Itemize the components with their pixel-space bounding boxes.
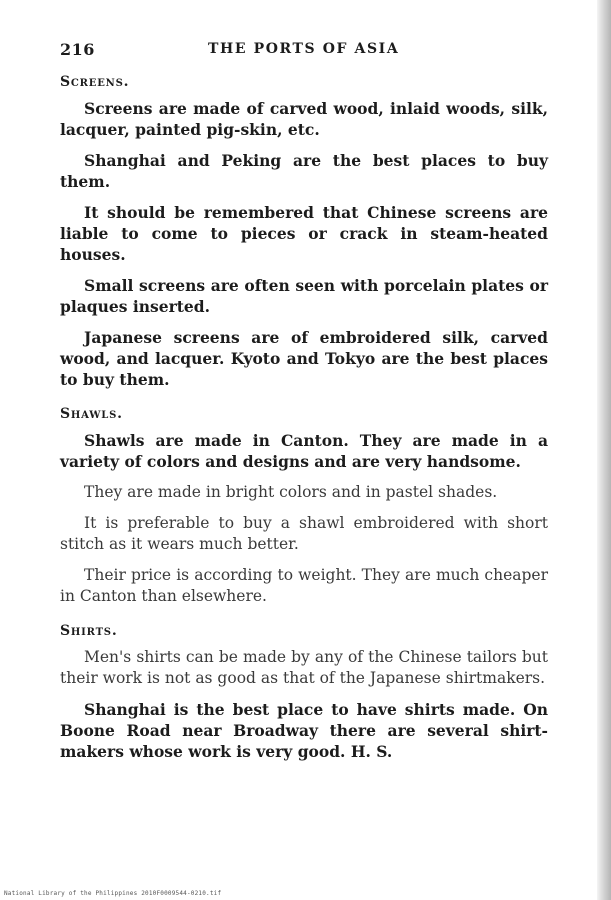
- paragraph: Japanese screens are of embroidered silk, carved wood, and lacquer. Kyoto and Tokyo are the best places to buy them.: [60, 328, 548, 389]
- section-shirts: [60, 623, 548, 762]
- book-page: [60, 40, 548, 772]
- section-heading: Screens.: [60, 74, 130, 90]
- running-head: [60, 40, 548, 64]
- paragraph: It should be remembered that Chinese screens are liable to come to pieces or crack in steam-heated houses.: [60, 203, 548, 264]
- paragraph: Shanghai and Peking are the best places to buy them.: [60, 151, 548, 191]
- paragraph: Shawls are made in Canton. They are made in a variety of colors and designs and are very handsome.: [60, 431, 548, 471]
- section-heading: Shirts.: [60, 623, 118, 639]
- page-edge-shadow: [597, 0, 611, 900]
- section-shawls: [60, 406, 548, 607]
- paragraph: They are made in bright colors and in pastel shades.: [84, 483, 498, 501]
- section-heading: Shawls.: [60, 406, 123, 422]
- paragraph: Screens are made of carved wood, inlaid woods, silk, lacquer, painted pig-skin, etc.: [60, 99, 548, 139]
- paragraph: Shanghai is the best place to have shirts made. On Boone Road near Broadway there are several shirt-makers whose work is very good. H. S.: [60, 700, 548, 761]
- paragraph: Small screens are often seen with porcelain plates or plaques inserted.: [60, 276, 548, 316]
- paragraph: It is preferable to buy a shawl embroidered with short stitch as it wears much better.: [60, 514, 548, 553]
- running-title: THE PORTS OF ASIA: [208, 41, 400, 57]
- section-screens: [60, 74, 548, 390]
- page-number: 216: [60, 40, 95, 59]
- paragraph: Their price is according to weight. They are much cheaper in Canton than elsewhere.: [60, 566, 548, 605]
- paragraph: Men's shirts can be made by any of the Chinese tailors but their work is not as good as that of the Japanese shirtmakers.: [60, 648, 548, 687]
- scan-stamp: National Library of the Philippines 2010F0009544-0210.tif: [4, 890, 222, 897]
